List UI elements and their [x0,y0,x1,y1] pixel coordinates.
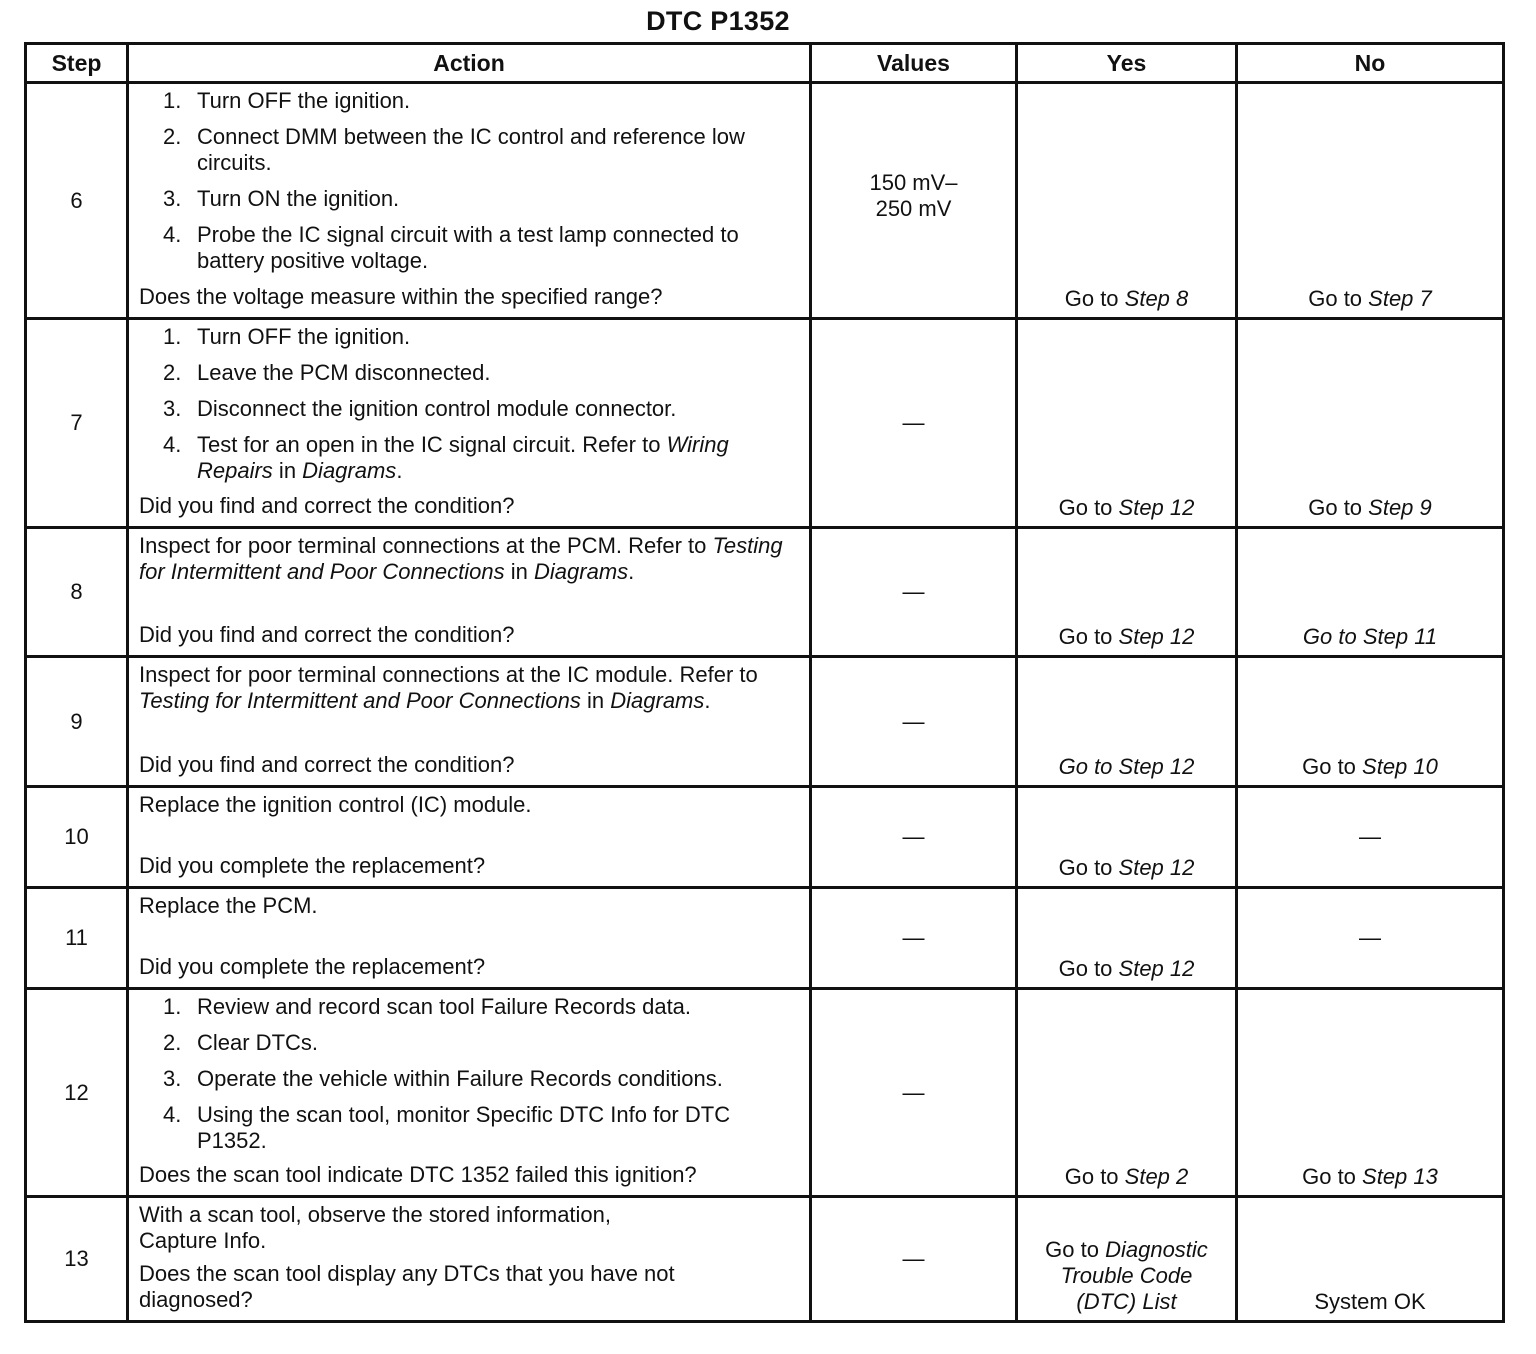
question-text: Does the voltage measure within the specified range? [139,284,663,309]
table-row [26,83,1504,319]
value-cell: — [811,528,1017,657]
value-cell: — [811,657,1017,787]
yes-cell: Go to Step 12 [1017,657,1237,787]
step-number: 13 [26,1197,128,1322]
action-text: With a scan tool, observe the stored information, Capture Info. [139,1202,612,1253]
question-text: Did you complete the replacement? [139,954,486,979]
value-cell: 150 mV– 250 mV [811,83,1017,319]
table-row [26,888,1504,989]
question-text: Did you find and correct the condition? [139,493,515,518]
no-cell: — [1237,787,1504,888]
page-title: DTC P1352 [646,6,790,36]
no-cell: Go to Step 11 [1237,528,1504,657]
list-item: 2. Clear DTCs. [163,1030,319,1055]
question-text: Did you find and correct the condition? [139,622,515,647]
list-item: 4. Using the scan tool, monitor Specific DTC Info for DTC P1352. [163,1102,731,1153]
action-text: Replace the PCM. [139,893,318,918]
no-cell: Go to Step 7 [1237,83,1504,319]
yes-cell: Go to Step 12 [1017,528,1237,657]
value-cell: — [811,989,1017,1197]
header-values: Values [811,44,1017,83]
header-step: Step [26,44,128,83]
action-text: Inspect for poor terminal connections at the PCM. Refer to Testing for Intermittent and Poor Connections in Diagrams. [139,533,783,584]
step-number: 12 [26,989,128,1197]
table-row [26,1197,1504,1322]
step-number: 9 [26,657,128,787]
header-row [26,44,1504,83]
action-cell [128,83,811,319]
list-item: 2. Leave the PCM disconnected. [163,360,491,385]
yes-cell: Go to Step 2 [1017,989,1237,1197]
action-list [139,324,799,484]
yes-cell: Go to Step 8 [1017,83,1237,319]
step-number: 6 [26,83,128,319]
question-text: Did you find and correct the condition? [139,752,515,777]
no-cell: Go to Step 9 [1237,319,1504,528]
step-number: 11 [26,888,128,989]
question-text: Does the scan tool display any DTCs that you have not diagnosed? [139,1261,675,1312]
action-text: Replace the ignition control (IC) module. [139,792,532,817]
action-cell [128,528,811,657]
action-cell [128,787,811,888]
diagnostic-table [24,42,1505,1323]
value-cell: — [811,319,1017,528]
list-item: 2. Connect DMM between the IC control and reference low circuits. [163,124,745,175]
step-number: 10 [26,787,128,888]
list-item: 3. Disconnect the ignition control module connector. [163,396,677,421]
step-number: 8 [26,528,128,657]
table-row [26,657,1504,787]
yes-cell: Go to Diagnostic Trouble Code (DTC) List [1017,1197,1237,1322]
value-cell: — [811,1197,1017,1322]
action-list [139,994,799,1154]
list-item: 3. Turn ON the ignition. [163,186,400,211]
step-number: 7 [26,319,128,528]
action-text: Inspect for poor terminal connections at the IC module. Refer to Testing for Intermittent and Poor Connections in Diagrams. [139,662,758,713]
action-list [139,88,799,274]
yes-cell: Go to Step 12 [1017,319,1237,528]
action-cell [128,989,811,1197]
table-row [26,528,1504,657]
no-cell: — [1237,888,1504,989]
list-item: 4. Test for an open in the IC signal circuit. Refer to Wiring Repairs in Diagrams. [163,432,729,483]
list-item: 1. Turn OFF the ignition. [163,88,411,113]
no-cell: Go to Step 13 [1237,989,1504,1197]
yes-cell: Go to Step 12 [1017,787,1237,888]
table-row [26,319,1504,528]
action-cell [128,1197,811,1322]
list-item: 1. Turn OFF the ignition. [163,324,411,349]
action-cell [128,657,811,787]
yes-cell: Go to Step 12 [1017,888,1237,989]
list-item: 3. Operate the vehicle within Failure Records conditions. [163,1066,723,1091]
question-text: Did you complete the replacement? [139,853,486,878]
no-cell: Go to Step 10 [1237,657,1504,787]
header-no: No [1237,44,1504,83]
value-cell: — [811,787,1017,888]
header-yes: Yes [1017,44,1237,83]
table-row [26,989,1504,1197]
list-item: 4. Probe the IC signal circuit with a test lamp connected to battery positive voltage. [163,222,739,273]
action-cell [128,319,811,528]
action-cell [128,888,811,989]
question-text: Does the scan tool indicate DTC 1352 failed this ignition? [139,1162,697,1187]
list-item: 1. Review and record scan tool Failure Records data. [163,994,692,1019]
table-row [26,787,1504,888]
value-cell: — [811,888,1017,989]
no-cell: System OK [1237,1197,1504,1322]
header-action: Action [128,44,811,83]
